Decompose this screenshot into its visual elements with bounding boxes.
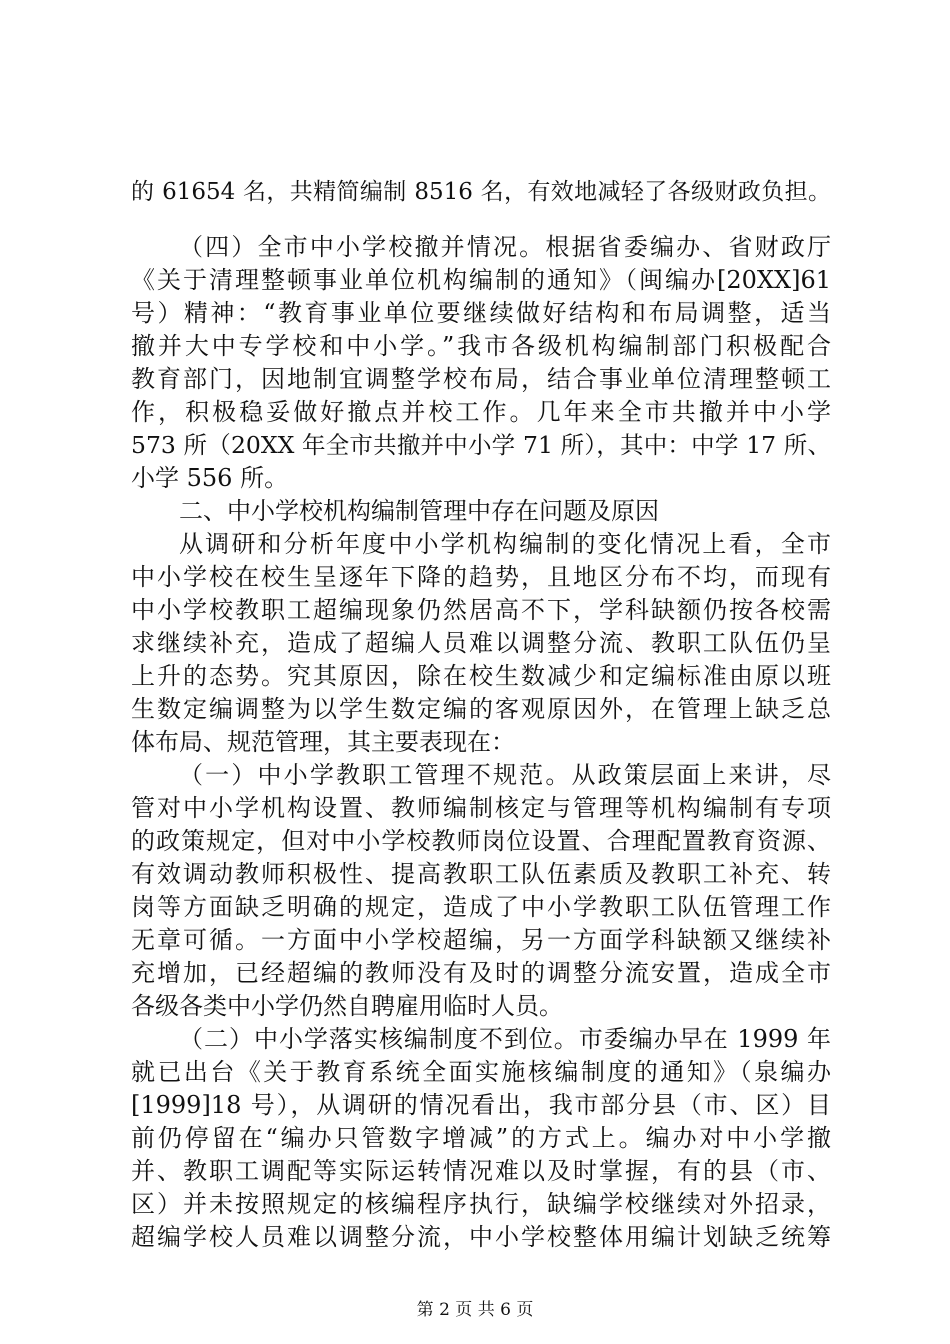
text-line: 有效调动教师积极性、提高教职工队伍素质及教职工补充、转 bbox=[131, 860, 831, 888]
text-line: 从调研和分析年度中小学机构编制的变化情况上看，全市 bbox=[179, 530, 831, 558]
section-heading: 二、中小学校机构编制管理中存在问题及原因 bbox=[179, 497, 659, 525]
text-line: 撤并大中专学校和中小学。”我市各级机构编制部门积极配合 bbox=[131, 332, 831, 360]
text-line: 求继续补充，造成了超编人员难以调整分流、教职工队伍仍呈 bbox=[131, 629, 831, 657]
text-line: 区）并未按照规定的核编程序执行，缺编学校继续对外招录， bbox=[131, 1190, 831, 1218]
text-line: 体布局、规范管理，其主要表现在： bbox=[131, 728, 515, 756]
text-line: 充增加，已经超编的教师没有及时的调整分流安置，造成全市 bbox=[131, 959, 831, 987]
text-line: 作，积极稳妥做好撤点并校工作。几年来全市共撤并中小学 bbox=[131, 398, 831, 426]
text-line: 前仍停留在“编办只管数字增减”的方式上。编办对中小学撤 bbox=[131, 1124, 831, 1152]
text-line: 就已出台《关于教育系统全面实施核编制度的通知》（泉编办 bbox=[131, 1058, 831, 1086]
text-line: 小学 556 所。 bbox=[131, 464, 289, 492]
text-line: （二）中小学落实核编制度不到位。市委编办早在 1999 年 bbox=[179, 1025, 831, 1053]
text-line: 中小学校在校生呈逐年下降的趋势，且地区分布不均，而现有 bbox=[131, 563, 831, 591]
text-line: 岗等方面缺乏明确的规定，造成了中小学教职工队伍管理工作 bbox=[131, 893, 831, 921]
text-line: 的 61654 名，共精简编制 8516 名，有效地减轻了各级财政负担。 bbox=[131, 179, 831, 205]
text-line: [1999]18 号），从调研的情况看出，我市部分县（市、区）目 bbox=[131, 1091, 831, 1119]
text-line: （一）中小学教职工管理不规范。从政策层面上来讲，尽 bbox=[179, 761, 831, 789]
text-line: 无章可循。一方面中小学校超编，另一方面学科缺额又继续补 bbox=[131, 926, 831, 954]
text-line: 的政策规定，但对中小学校教师岗位设置、合理配置教育资源、 bbox=[131, 827, 831, 855]
text-line: 上升的态势。究其原因，除在校生数减少和定编标准由原以班 bbox=[131, 662, 831, 690]
text-line: 各级各类中小学仍然自聘雇用临时人员。 bbox=[131, 992, 563, 1020]
text-line: 中小学校教职工超编现象仍然居高不下，学科缺额仍按各校需 bbox=[131, 596, 831, 624]
text-line: 生数定编调整为以学生数定编的客观原因外，在管理上缺乏总 bbox=[131, 695, 831, 723]
text-line: 管对中小学机构设置、教师编制核定与管理等机构编制有专项 bbox=[131, 794, 831, 822]
text-line: 《关于清理整顿事业单位机构编制的通知》（闽编办[20XX]61 bbox=[131, 266, 831, 294]
paragraph-gap bbox=[131, 209, 831, 231]
page-number-footer: 第 2 页 共 6 页 bbox=[416, 1300, 534, 1320]
text-line: 号）精神：“教育事业单位要继续做好结构和布局调整，适当 bbox=[131, 299, 831, 327]
text-line: 并、教职工调配等实际运转情况难以及时掌握，有的县（市、 bbox=[131, 1157, 831, 1185]
text-line: 超编学校人员难以调整分流，中小学校整体用编计划缺乏统筹 bbox=[131, 1223, 831, 1251]
text-line: 573 所（20XX 年全市共撤并中小学 71 所），其中：中学 17 所、 bbox=[131, 431, 831, 459]
text-line: 教育部门，因地制宜调整学校布局，结合事业单位清理整顿工 bbox=[131, 365, 831, 393]
text-line: （四）全市中小学校撤并情况。根据省委编办、省财政厅 bbox=[179, 233, 831, 261]
document-body bbox=[131, 176, 831, 1254]
